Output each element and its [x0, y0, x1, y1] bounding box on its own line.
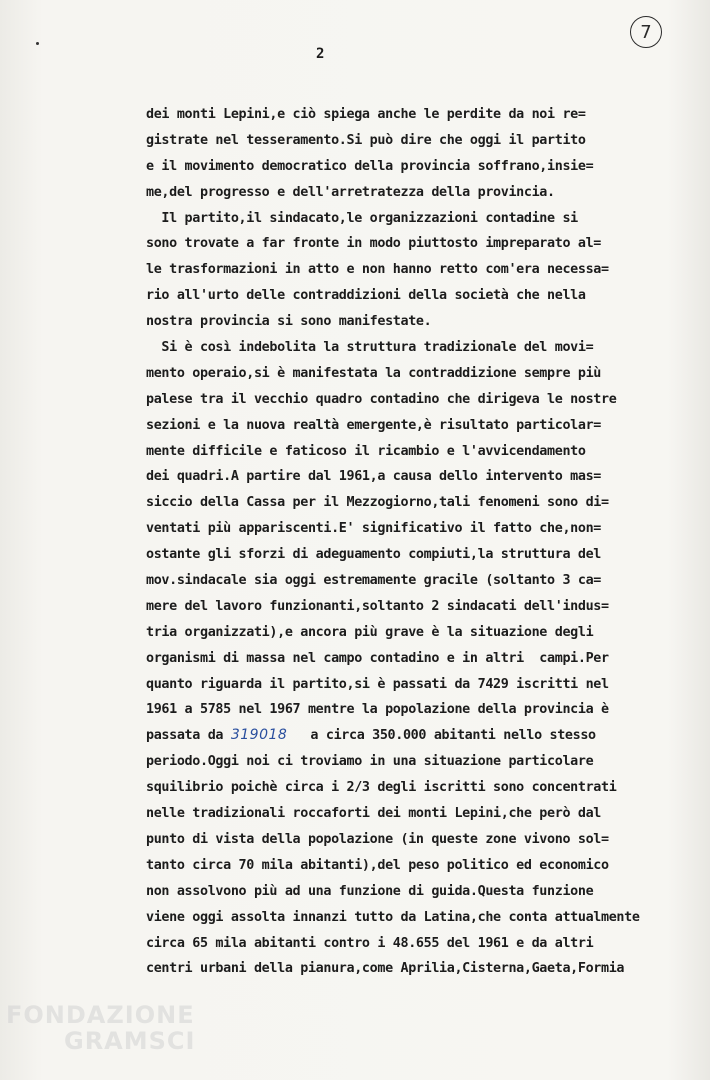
text-fragment: passata da [146, 728, 224, 744]
text-line: palese tra il vecchio quadro contadino che dirigeva le nostre [146, 391, 617, 407]
text-line: periodo.Oggi noi ci troviamo in una situazione particolare [146, 754, 594, 770]
text-line: e il movimento democratico della provincia soffrano,insie= [146, 158, 594, 174]
text-line: rio all'urto delle contraddizioni della società che nella [146, 288, 586, 304]
page-number: 2 [316, 46, 325, 62]
watermark-line: GRAMSCI [64, 1027, 196, 1055]
text-line: ventati più appariscenti.E' significativo il fatto che,non= [146, 521, 601, 537]
text-line: siccio della Cassa per il Mezzogiorno,tali fenomeni sono di= [146, 495, 609, 511]
archive-watermark [6, 1002, 195, 1054]
text-line: tria organizzati),e ancora più grave è la situazione degli [146, 624, 594, 640]
text-line: sezioni e la nuova realtà emergente,è risultato particolar= [146, 417, 601, 433]
margin-mark [36, 42, 39, 45]
text-line: nostra provincia si sono manifestate. [146, 314, 432, 330]
text-line: mov.sindacale sia oggi estremamente gracile (soltanto 3 ca= [146, 573, 601, 589]
text-line: quanto riguarda il partito,si è passati da 7429 iscritti nel [146, 676, 609, 692]
text-line-with-handwriting [146, 723, 666, 749]
text-fragment: a circa 350.000 abitanti nello stesso [287, 728, 596, 744]
text-line: squilibrio poichè circa i 2/3 degli iscritti sono concentrati [146, 780, 617, 796]
text-line: Il partito,il sindacato,le organizzazioni contadine si [146, 210, 578, 226]
text-line: Si è così indebolita la struttura tradizionale del movi= [146, 340, 594, 356]
text-line: le trasformazioni in atto e non hanno retto com'era necessa= [146, 262, 609, 278]
text-line: centri urbani della pianura,come Aprilia,Cisterna,Gaeta,Formia [146, 961, 625, 977]
sheet-number-text: 7 [640, 21, 652, 43]
text-line: punto di vista della popolazione (in queste zone vivono sol= [146, 831, 609, 847]
text-line: 1961 a 5785 nel 1967 mentre la popolazione della provincia è [146, 702, 609, 718]
text-line: me,del progresso e dell'arretratezza della provincia. [146, 184, 555, 200]
text-line: non assolvono più ad una funzione di guida.Questa funzione [146, 883, 594, 899]
typed-body-text [146, 102, 666, 982]
text-line: mente difficile e faticoso il ricambio e l'avvicendamento [146, 443, 586, 459]
text-line: organismi di massa nel campo contadino e in altri campi.Per [146, 650, 609, 666]
text-line: dei monti Lepini,e ciò spiega anche le perdite da noi re= [146, 107, 586, 122]
text-line: nelle tradizionali roccaforti dei monti Lepini,che però dal [146, 806, 601, 822]
text-line: gistrate nel tesseramento.Si può dire che oggi il partito [146, 132, 586, 148]
text-line: tanto circa 70 mila abitanti),del peso politico ed economico [146, 857, 609, 873]
sheet-number-circled [630, 16, 662, 48]
text-line: mere del lavoro funzionanti,soltanto 2 sindacati dell'indus= [146, 598, 609, 614]
text-line: ostante gli sforzi di adeguamento compiuti,la struttura del [146, 547, 601, 563]
text-line: sono trovate a far fronte in modo piuttosto impreparato al= [146, 236, 601, 252]
text-line: mento operaio,si è manifestata la contraddizione sempre più [146, 365, 601, 381]
handwritten-population-figure: 319018 [230, 727, 288, 744]
watermark-line: FONDAZIONE [6, 1001, 195, 1029]
text-line: dei quadri.A partire dal 1961,a causa dello intervento mas= [146, 469, 601, 485]
text-line: circa 65 mila abitanti contro i 48.655 del 1961 e da altri [146, 935, 594, 951]
text-line: viene oggi assolta innanzi tutto da Latina,che conta attualmente [146, 909, 640, 925]
